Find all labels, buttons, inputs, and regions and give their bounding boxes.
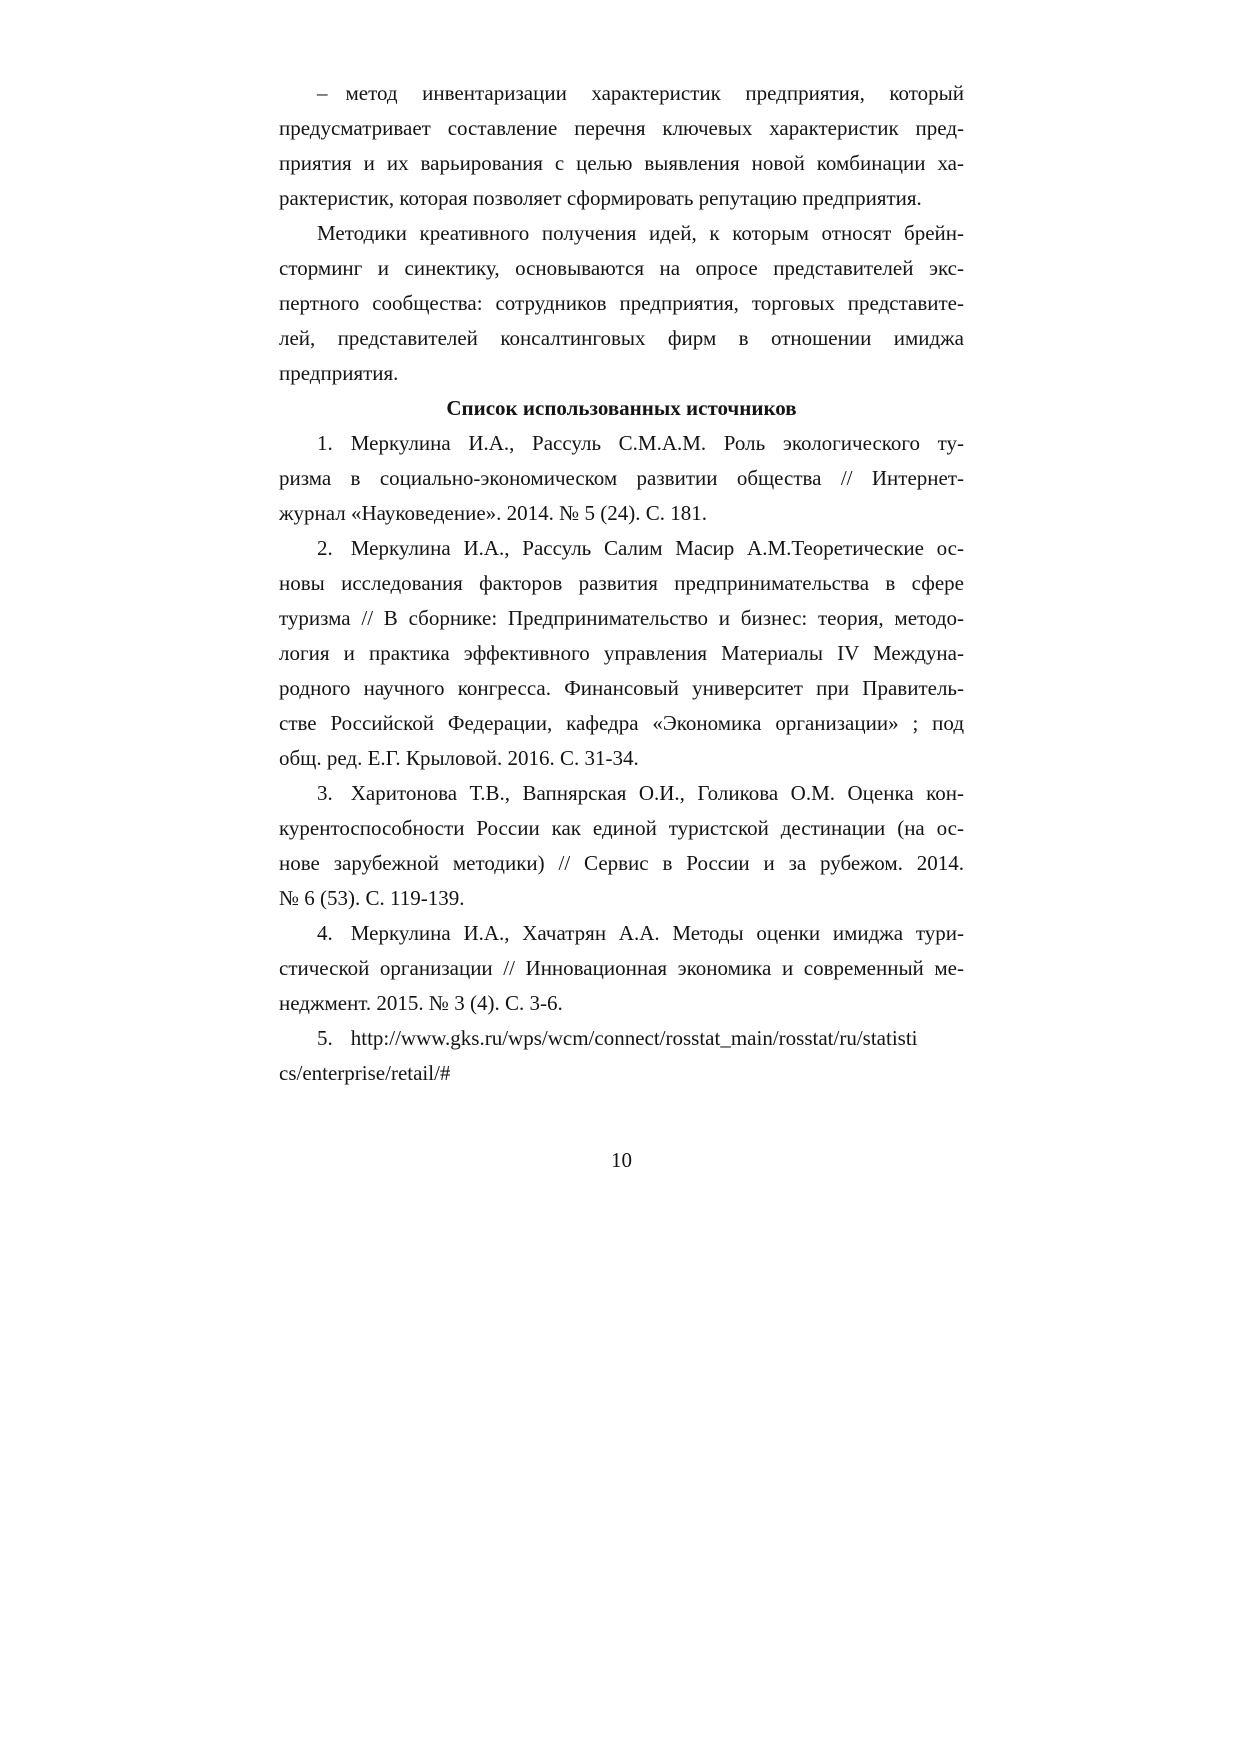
reference-item	[279, 916, 964, 1021]
text-line: сторминг и синектику, основываются на опросе представителей экс-	[279, 256, 964, 280]
reference-item	[279, 776, 964, 916]
text-line: курентоспособности России как единой туристской дестинации (на ос-	[279, 816, 964, 840]
text-line: пертного сообщества: сотрудников предприятия, торговых представите-	[279, 291, 964, 315]
text-line: Методики креативного получения идей, к которым относят брейн-	[317, 221, 964, 245]
text-line	[279, 1021, 964, 1056]
text-line	[279, 76, 964, 111]
reference-number: 4.	[317, 921, 333, 945]
text-line: рактеристик, которая позволяет сформировать репутацию предприятия.	[279, 186, 922, 210]
text-line: нове зарубежной методики) // Сервис в России и за рубежом. 2014.	[279, 851, 964, 875]
page-number: 10	[611, 1148, 632, 1172]
text-line	[279, 916, 964, 951]
url-text: cs/enterprise/retail/#	[279, 1061, 451, 1085]
text-line: ризма в социально-экономическом развитии общества // Интернет-	[279, 466, 964, 490]
text-line: предусматривает составление перечня ключевых характеристик пред-	[279, 116, 964, 140]
text-line: предприятия.	[279, 361, 399, 385]
text-line: приятия и их варьирования с целью выявления новой комбинации ха-	[279, 151, 964, 175]
text-line	[279, 776, 964, 811]
text-block	[279, 76, 964, 1091]
reference-number: 5.	[317, 1026, 333, 1050]
text-run: метод инвентаризации характеристик предприятия, который	[345, 81, 964, 105]
reference-item	[279, 1021, 964, 1091]
text-line: стической организации // Инновационная экономика и современный ме-	[279, 956, 964, 980]
url-text: http://www.gks.ru/wps/wcm/connect/rosstat_main/rosstat/ru/statisti	[350, 1026, 918, 1050]
text-line: лей, представителей консалтинговых фирм в отношении имиджа	[279, 326, 964, 350]
text-line: родного научного конгресса. Финансовый университет при Правитель-	[279, 676, 964, 700]
text-line: логия и практика эффективного управления Материалы IV Междуна-	[279, 641, 964, 665]
reference-item	[279, 531, 964, 776]
text-line: неджмент. 2015. № 3 (4). С. 3-6.	[279, 991, 563, 1015]
references-heading: Список использованных источников	[446, 396, 797, 420]
text-line	[279, 426, 964, 461]
text-run: Меркулина И.А., Рассуль Салим Масир А.М.Теоретические ос-	[350, 536, 964, 560]
reference-item	[279, 426, 964, 531]
text-line: новы исследования факторов развития предпринимательства в сфере	[279, 571, 964, 595]
text-line: общ. ред. Е.Г. Крыловой. 2016. С. 31-34.	[279, 746, 639, 770]
text-line: № 6 (53). С. 119-139.	[279, 886, 465, 910]
reference-number: 3.	[317, 781, 333, 805]
dash-bullet: –	[317, 81, 328, 105]
reference-number: 1.	[317, 431, 333, 455]
text-run: Меркулина И.А., Рассуль С.М.А.М. Роль экологического ту-	[350, 431, 964, 455]
text-run: Харитонова Т.В., Вапнярская О.И., Голикова О.М. Оценка кон-	[350, 781, 964, 805]
text-line: журнал «Науковедение». 2014. № 5 (24). С. 181.	[279, 501, 707, 525]
text-line: стве Российской Федерации, кафедра «Экономика организации» ; под	[279, 711, 964, 735]
text-line: туризма // В сборнике: Предпринимательство и бизнес: теория, методо-	[279, 606, 964, 630]
text-run: Меркулина И.А., Хачатрян А.А. Методы оценки имиджа тури-	[350, 921, 964, 945]
text-line	[279, 531, 964, 566]
reference-number: 2.	[317, 536, 333, 560]
